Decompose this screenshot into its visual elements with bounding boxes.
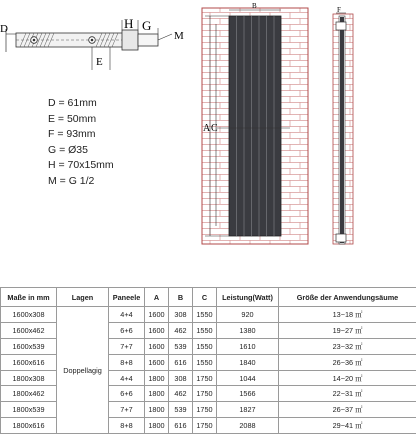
cell-b: 308 xyxy=(169,307,193,323)
radiator-front xyxy=(229,16,281,236)
dimension-m: M = G 1/2 xyxy=(48,174,114,190)
cell-panels: 7+7 xyxy=(109,338,145,354)
cell-b: 616 xyxy=(169,354,193,370)
cell-panels: 8+8 xyxy=(109,354,145,370)
cell-b: 539 xyxy=(169,402,193,418)
cell-size: 1600x462 xyxy=(1,322,57,338)
header-size: Maße in mm xyxy=(1,288,57,307)
cell-c: 1750 xyxy=(193,370,217,386)
cell-b: 308 xyxy=(169,370,193,386)
header-a: A xyxy=(145,288,169,307)
cell-size: 1600x308 xyxy=(1,307,57,323)
header-layers: Lagen xyxy=(57,288,109,307)
letter-g: G xyxy=(142,18,151,33)
cell-a: 1600 xyxy=(145,307,169,323)
letter-m: M xyxy=(174,30,184,42)
cell-c: 1550 xyxy=(193,354,217,370)
header-room-size: Größe der Anwendungsäume xyxy=(279,288,416,307)
side-bracket-top xyxy=(336,22,346,30)
header-b: B xyxy=(169,288,193,307)
cell-panels: 4+4 xyxy=(109,307,145,323)
letter-h: H xyxy=(124,16,133,31)
cell-room-size: 23~32 ㎡ xyxy=(279,338,416,354)
cell-panels: 6+6 xyxy=(109,322,145,338)
cell-b: 462 xyxy=(169,322,193,338)
letter-c: C xyxy=(211,123,218,134)
cell-power: 1566 xyxy=(217,386,279,402)
cell-a: 1800 xyxy=(145,418,169,434)
cell-size: 1800x462 xyxy=(1,386,57,402)
cell-size: 1800x616 xyxy=(1,418,57,434)
cell-power: 1840 xyxy=(217,354,279,370)
cell-c: 1550 xyxy=(193,338,217,354)
connection-drawing xyxy=(0,16,184,70)
side-view xyxy=(333,6,353,244)
cell-a: 1800 xyxy=(145,386,169,402)
cell-room-size: 14~20 ㎡ xyxy=(279,370,416,386)
letter-e: E xyxy=(96,56,103,68)
cell-b: 462 xyxy=(169,386,193,402)
header-power: Leistung(Watt) xyxy=(217,288,279,307)
cell-c: 1750 xyxy=(193,386,217,402)
dimension-g: G = Ø35 xyxy=(48,143,114,159)
dimension-d: D = 61mm xyxy=(48,96,114,112)
dimension-legend xyxy=(48,96,114,190)
dimension-h: H = 70x15mm xyxy=(48,158,114,174)
letter-d: D xyxy=(0,23,8,35)
dimension-f: F = 93mm xyxy=(48,127,114,143)
letter-b: B xyxy=(252,2,257,10)
cell-c: 1750 xyxy=(193,402,217,418)
cell-room-size: 26~36 ㎡ xyxy=(279,354,416,370)
letter-a: A xyxy=(203,123,211,134)
pipe-end-fitting xyxy=(122,30,138,50)
cell-a: 1800 xyxy=(145,370,169,386)
header-panels: Paneele xyxy=(109,288,145,307)
cell-room-size: 29~41 ㎡ xyxy=(279,418,416,434)
table-row xyxy=(1,307,416,323)
spec-table xyxy=(0,287,416,434)
cell-room-size: 13~18 ㎡ xyxy=(279,307,416,323)
cell-a: 1600 xyxy=(145,338,169,354)
cell-room-size: 22~31 ㎡ xyxy=(279,386,416,402)
cell-room-size: 19~27 ㎡ xyxy=(279,322,416,338)
cell-size: 1600x616 xyxy=(1,354,57,370)
cell-panels: 8+8 xyxy=(109,418,145,434)
wall-front-view xyxy=(202,2,308,244)
cell-a: 1600 xyxy=(145,322,169,338)
cell-c: 1550 xyxy=(193,307,217,323)
pipe-connector xyxy=(138,34,158,46)
cell-c: 1750 xyxy=(193,418,217,434)
cell-size: 1800x539 xyxy=(1,402,57,418)
cell-panels: 4+4 xyxy=(109,370,145,386)
table-header-row xyxy=(1,288,416,307)
cell-power: 2088 xyxy=(217,418,279,434)
cell-a: 1600 xyxy=(145,354,169,370)
cell-b: 539 xyxy=(169,338,193,354)
cell-power: 1380 xyxy=(217,322,279,338)
cell-b: 616 xyxy=(169,418,193,434)
cell-size: 1600x539 xyxy=(1,338,57,354)
side-bracket-bottom xyxy=(336,234,346,242)
cell-c: 1550 xyxy=(193,322,217,338)
cell-room-size: 26~37 ㎡ xyxy=(279,402,416,418)
cell-panels: 6+6 xyxy=(109,386,145,402)
cell-layers: Doppellagig xyxy=(57,307,109,434)
dimension-e: E = 50mm xyxy=(48,112,114,128)
cell-power: 1827 xyxy=(217,402,279,418)
cell-power: 1044 xyxy=(217,370,279,386)
cell-power: 920 xyxy=(217,307,279,323)
letter-f: F xyxy=(337,6,341,14)
cell-size: 1800x308 xyxy=(1,370,57,386)
cell-panels: 7+7 xyxy=(109,402,145,418)
cell-power: 1610 xyxy=(217,338,279,354)
cell-a: 1800 xyxy=(145,402,169,418)
header-c: C xyxy=(193,288,217,307)
